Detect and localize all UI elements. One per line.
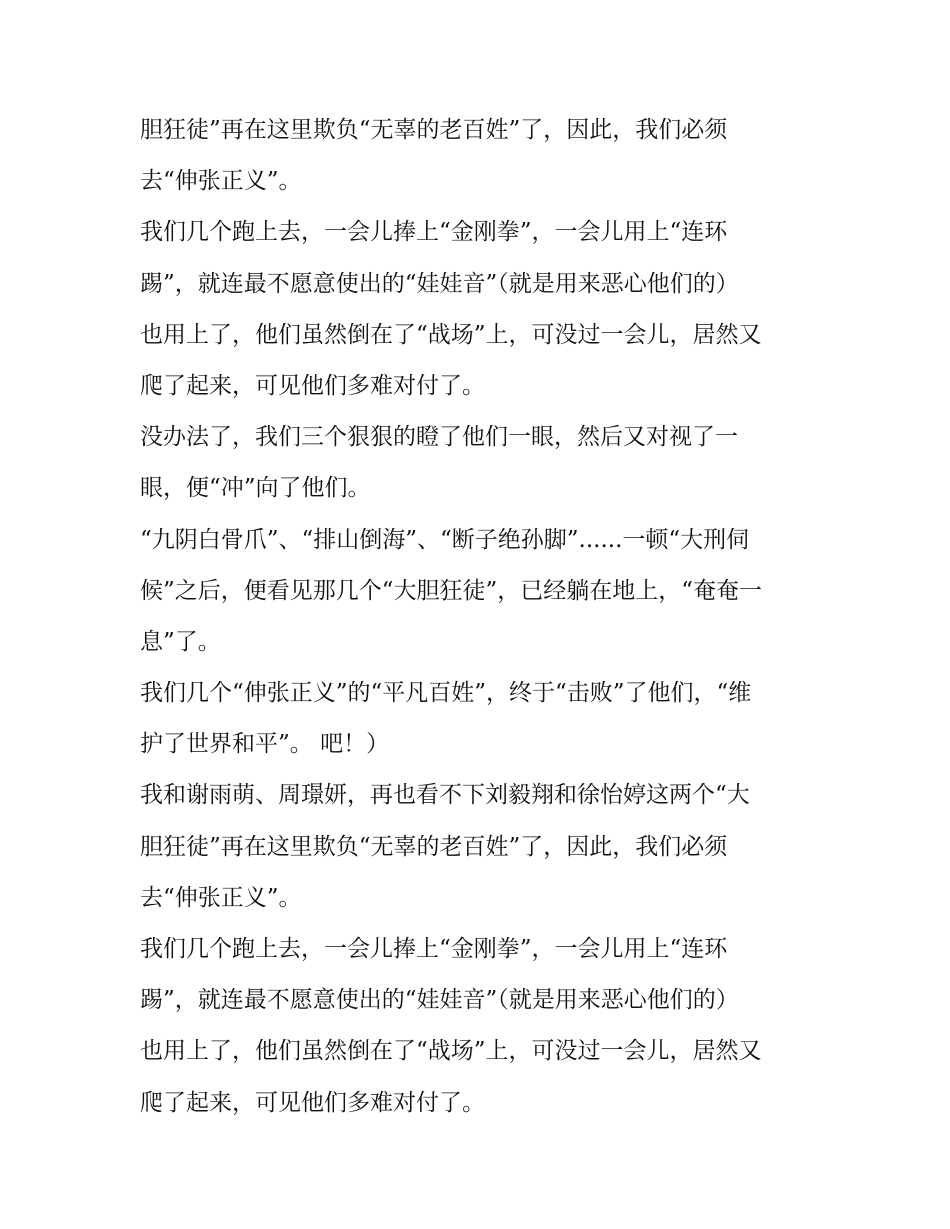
text-line: 没办法了，我们三个狠狠的瞪了他们一眼，然后又对视了一 <box>140 424 738 451</box>
text-line: 息”了。 <box>140 628 221 655</box>
text-line: 我们几个跑上去，一会儿捧上“金刚拳”，一会儿用上“连环 <box>140 219 728 246</box>
text-line: 去“伸张正义”。 <box>140 884 302 911</box>
text-line: 爬了起来，可见他们多难对付了。 <box>140 372 485 399</box>
text-line: 我和谢雨萌、周璟妍，再也看不下刘毅翔和徐怡婷这两个“大 <box>140 782 750 809</box>
text-line: 眼，便“冲”向了他们。 <box>140 475 371 502</box>
text-line: “九阴白骨爪”、“排山倒海”、“断子绝孙脚”......一顿“大刑伺 <box>140 526 750 553</box>
text-line: 胆狂徒”再在这里欺负“无辜的老百姓”了，因此，我们必须 <box>140 117 728 143</box>
text-line: 爬了起来，可见他们多难对付了。 <box>140 1089 485 1116</box>
text-line: 也用上了，他们虽然倒在了“战场”上，可没过一会儿，居然又 <box>140 1038 762 1065</box>
text-line: 护了世界和平”。 吧！） <box>140 731 390 758</box>
text-line: 踢”，就连最不愿意使出的“娃娃音”（就是用来恶心他们的） <box>140 987 739 1014</box>
text-line: 我们几个“伸张正义”的“平凡百姓”，终于“击败”了他们，“维 <box>140 680 752 707</box>
text-line: 也用上了，他们虽然倒在了“战场”上，可没过一会儿，居然又 <box>140 321 762 348</box>
text-line: 去“伸张正义”。 <box>140 168 302 195</box>
text-line: 胆狂徒”再在这里欺负“无辜的老百姓”了，因此，我们必须 <box>140 833 728 860</box>
text-line: 我们几个跑上去，一会儿捧上“金刚拳”，一会儿用上“连环 <box>140 936 728 962</box>
text-line: 踢”，就连最不愿意使出的“娃娃音”（就是用来恶心他们的） <box>140 270 739 297</box>
document-body <box>140 105 820 1129</box>
text-line: 候”之后，便看见那几个“大胆狂徒”，已经躺在地上，“奄奄一 <box>140 577 763 604</box>
